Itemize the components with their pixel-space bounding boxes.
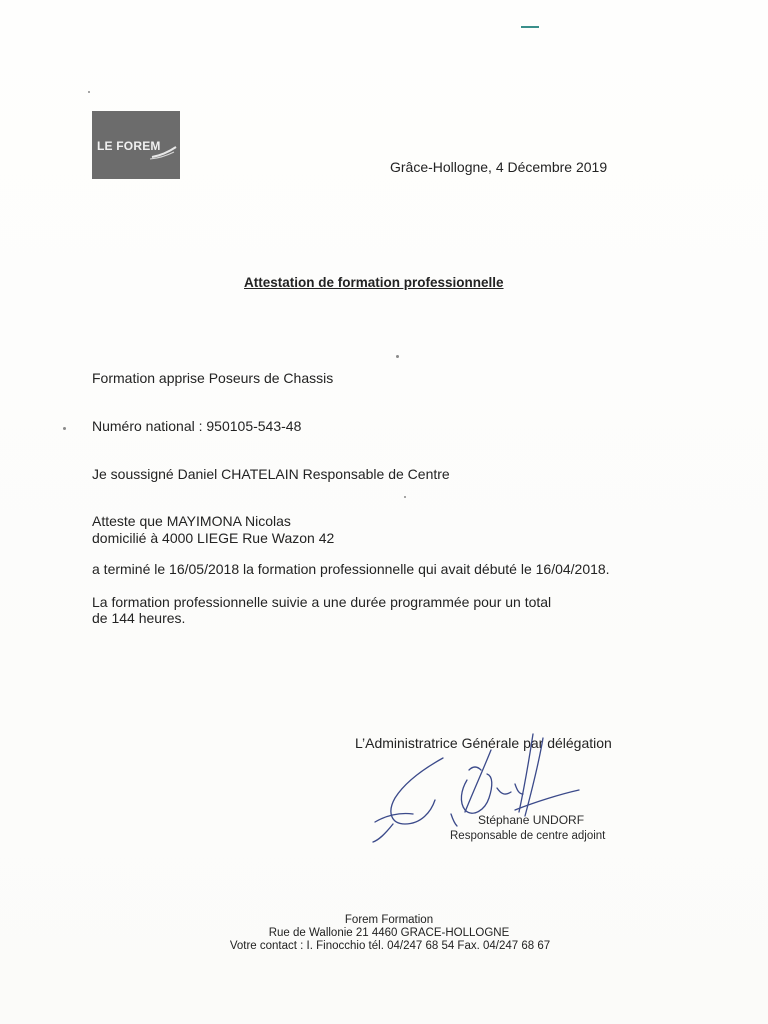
top-mark	[521, 26, 539, 28]
training-name: Formation apprise Poseurs de Chassis	[92, 370, 334, 386]
duration-statement-line-2: de 144 heures.	[92, 610, 186, 626]
signer-name: Stéphane UNDORF	[478, 813, 585, 827]
scan-speck	[88, 91, 90, 93]
national-number: Numéro national : 950105-543-48	[92, 418, 302, 434]
place-and-date: Grâce-Hollogne, 4 Décembre 2019	[390, 159, 608, 175]
footer-address: Rue de Wallonie 21 4460 GRACE-HOLLOGNE	[268, 927, 510, 939]
logo-text: LE FOREM	[97, 139, 161, 153]
footer-organization: Forem Formation	[344, 914, 434, 926]
signer-role: Responsable de centre adjoint	[450, 830, 606, 842]
scan-speck	[396, 355, 399, 358]
attestee-address: domicilié à 4000 LIEGE Rue Wazon 42	[92, 530, 335, 546]
scan-speck	[404, 496, 406, 498]
completion-statement: a terminé le 16/05/2018 la formation professionnelle qui avait débuté le 16/04/2018.	[92, 561, 610, 577]
document-title: Attestation de formation professionnelle	[244, 275, 504, 290]
administrator-title: L’Administratrice Générale par délégation	[355, 735, 612, 751]
le-forem-logo	[92, 111, 180, 179]
scan-speck	[63, 427, 66, 430]
duration-statement-line-1: La formation professionnelle suivie a une durée programmée pour un total	[92, 594, 552, 610]
footer-contact: Votre contact : I. Finocchio tél. 04/247 68 54 Fax. 04/247 68 67	[229, 940, 551, 952]
footer	[0, 914, 768, 953]
attestee-name: Atteste que MAYIMONA Nicolas	[92, 513, 291, 529]
signatory-statement: Je soussigné Daniel CHATELAIN Responsable de Centre	[92, 466, 450, 482]
